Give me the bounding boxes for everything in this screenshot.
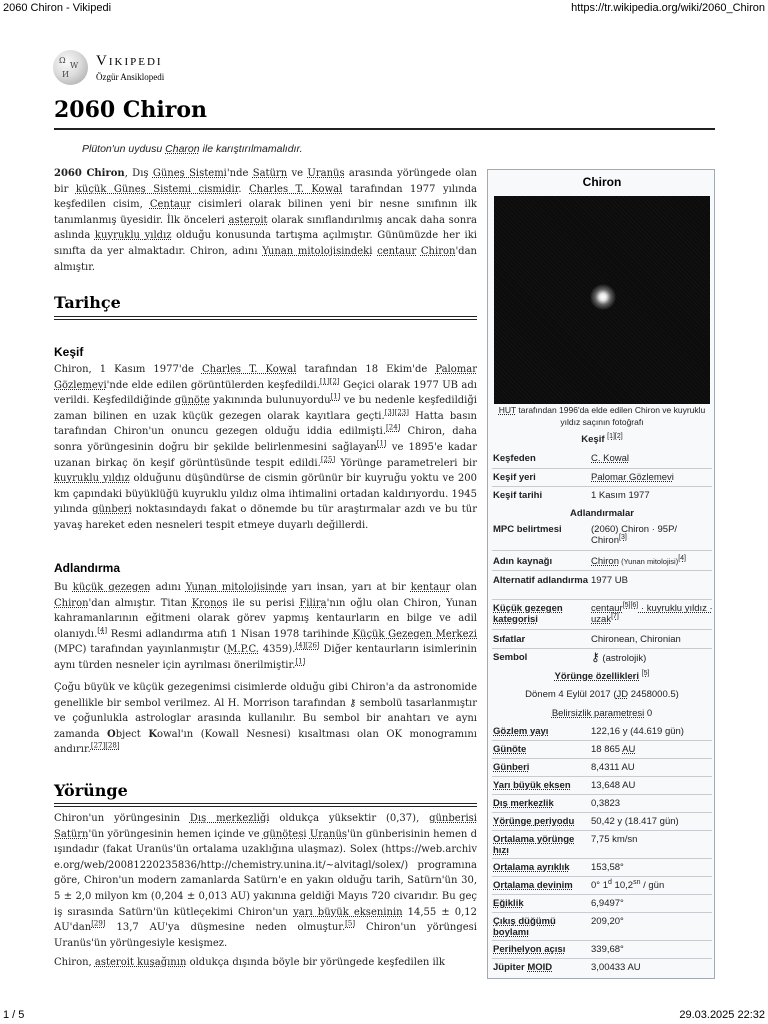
link-charles-kowal-2[interactable]: Charles T. Kowal — [201, 364, 297, 375]
logo-wordmark: Vikipedi — [96, 53, 163, 69]
print-url[interactable]: https://tr.wikipedia.org/wiki/2060_Chiron — [571, 2, 765, 14]
title-divider — [54, 128, 715, 130]
section-heading-tarihce: Tarihçe — [54, 293, 121, 312]
logo-tagline: Özgür Ansiklopedi — [96, 72, 165, 82]
link-gunote[interactable]: günöte — [174, 395, 210, 407]
infobox-caption: HUT tarafından 1996'da elde edilen Chiron ve kuyruklu yıldız saçının fotoğrafı — [498, 405, 706, 427]
section-heading-yorunge: Yörünge — [54, 781, 128, 800]
ref[interactable]: [1] — [376, 439, 387, 448]
link-saturn-2[interactable]: Satürn — [54, 828, 89, 840]
puzzle-globe-icon: Ω W И — [53, 50, 88, 85]
chiron-bright-spot — [590, 284, 616, 310]
link-centaur-myth[interactable]: centaur — [377, 245, 417, 257]
infobox: Chiron HUT tarafından 1996'da elde edilen Chiron ve kuyruklu yıldız saçının fotoğrafı Keşif [1][2] Keşfeden C. Kowal Keşif yeri Palomar Gözlemevi Keşif tarihi 1 Kasım 1977 Adlandırmalar MPC belirtmesi (2060) Chiron · 95P/ Chiron[3] Adın kaynağı Chiron (Yunan mitolojisi)[4] Alternatif adlandırma 1977 UB Küçük gezegen kategorisi centaur[5][6] · kuyruklu yıldız · uzak[7] Sıfatlar Chironean, Chironian Sembol ⚷ (astrolojik) Yörünge özellikleri [5] Dönem 4 Eylül 2017 (JD 2458000.5) Belirsizlik parametresi 0 Gözlem yayı 122,16 y (44.619 gün) Günöte 18 865 AU Günberi 8,4311 AU Yarı büyük eksen 13,648 AU Dış merkezlik 0,3823 Yörünge periyodu 50,42 y (18.417 gün) Ortalama yörünge hızı 7,75 km/sn Ortalama ayrıklık 153,58° Ortalama devinim 0° 1$^d$ $10,2^{sn}$ / gün Eğiklik 6,9497° Çıkış düğümü boylamı 209,20° Perihelyon açısı 339,68° Jüpiter MOID 3,00433 AU — [487, 169, 715, 979]
adlandirma-paragraph-1: Bu küçük gezegen adını Yunan mitolojisinde yarı insan, yarı at bir kentaur olan Chiron'dan almıştır. Titan Kronos ile su perisi Filira'nın oğlu olan Chiron, Yunan kahramanlarının eğitmeni olarak görev yapmış kentaurların en bilge ve adil olanıydı.[4] Resmi adlandırma atıfı 1 Nisan 1978 tarihinde Küçük Gezegen Merkezi (MPC) tarafından yayınlanmıştır (M.P.C. 4359).[4][26] Diğer kentaurların isimlerinin aynı türden nesneler için ayrılması önerilmiştir.[1] — [54, 582, 478, 671]
link-palomar[interactable]: Palomar Gözlemevi — [54, 364, 477, 391]
chiron-symbol-icon: ⚷ — [591, 650, 600, 664]
link-yari-buyuk-eksen[interactable]: yarı büyük ekseninin — [293, 906, 403, 918]
infobox-section-kesif: Keşif [1][2] — [581, 432, 623, 445]
print-footer — [0, 1008, 768, 1024]
ref[interactable]: [24] — [386, 424, 401, 433]
print-tab-title: 2060 Chiron - Vikipedi — [3, 2, 112, 14]
link-gunberi-2[interactable]: günberisi — [429, 813, 478, 824]
link-hut[interactable]: HUT — [498, 405, 517, 415]
section-divider — [54, 803, 477, 807]
infobox-epoch: Dönem 4 Eylül 2017 (JD 2458000.5) — [525, 689, 679, 700]
infobox-section-adlandirmalar: Adlandırmalar — [570, 508, 634, 519]
ref[interactable]: [4][26] — [295, 642, 320, 651]
ref[interactable]: [3][23] — [384, 408, 409, 417]
link-chiron[interactable]: Chiron — [54, 597, 89, 609]
link-kentaur[interactable]: kentaur — [410, 582, 451, 593]
link-gunotesi[interactable]: günötesi — [262, 828, 307, 840]
link-mpc[interactable]: M.P.C. — [227, 644, 259, 656]
intro-paragraph: 2060 Chiron, Dış Güneş Sistemi'nde Satürn ve Uranüs arasında yörüngede olan bir küçük Güneş Sistemi cismidir. Charles T. Kowal tarafından 1977 yılında keşfedilen cisim, Centaur cisimleri olarak bilinen yeni bir nesne sınıfının ilk tanımlanmış üyesidir. İlk önceleri asteroit olarak sınıflandırılmış ancak daha sonra aslında kuyruklu yıldız olduğu konusunda tartışma açılmıştır. Günümüzde her iki sınıfta da yer almaktadır. Chiron, adını Yunan mitolojisindeki centaur Chiron'dan almıştır. — [54, 168, 477, 273]
link-gunes-sistemi[interactable]: Güneş Sistemi — [152, 168, 227, 179]
link-uranus[interactable]: Uranüs — [307, 168, 345, 179]
link-kucuk-gezegen-merkezi[interactable]: Küçük Gezegen Merkezi — [352, 628, 477, 640]
ref[interactable]: [27][28] — [90, 742, 120, 751]
ref[interactable]: [25] — [320, 455, 336, 464]
link-uranus-2[interactable]: Uranüs — [309, 828, 348, 840]
section-divider — [54, 316, 477, 320]
chiron-photo[interactable] — [494, 196, 710, 404]
link-chiron-myth[interactable]: Chiron — [420, 245, 456, 257]
link-charles-kowal[interactable]: Charles T. Kowal — [249, 183, 343, 195]
ref[interactable]: [29] — [91, 919, 106, 928]
ref[interactable]: [4] — [97, 626, 108, 635]
page-counter: 1 / 5 — [3, 1009, 25, 1021]
link-yunan-mitolojisi[interactable]: Yunan mitolojisindeki — [262, 245, 373, 257]
print-header — [0, 0, 768, 18]
ref[interactable]: [5] — [345, 919, 356, 928]
hatnote: Plüton'un uydusu Charon ile karıştırılmamalıdır. — [82, 143, 303, 155]
chiron-symbol-icon: ⚷ — [349, 697, 357, 709]
yorunge-paragraph-2: Chiron, asteroit kuşağının oldukça dışında böyle bir yörüngede keşfedilen ilk — [54, 957, 445, 968]
kesif-paragraph: Chiron, 1 Kasım 1977'de Charles T. Kowal tarafından 18 Ekim'de Palomar Gözlemevi'nde elde edilen görüntülerden keşfedildi.[1][2] Geçici olarak 1977 UB adı verildi. Keşfedildiğinde günöte yakınında bulunuyordu[1] ve bu nedenle keşfedildiği zaman bilinen en uzak küçük gezegen olarak kayıtlara geçti.[3][23] Hatta basın tarafından Chiron'un onuncu gezegen olduğu iddia edilmişti.[24] Chiron, daha sonra yörüngesinin doğru bir şekilde belirlenmesini sağlayan[1] ve 1895'e kadar uzanan birkaç ön keşif görüntüsünde tespit edildi.[25] Yörünge parametreleri bir kuyruklu yıldız olduğunu düşündürse de cismin görünür bir kuyruğu yoktu ve 200 km çapındaki büyüklüğü kuyruklu yıldız olma ihtimalini ortadan kaldırıyordu. 1945 yılında günberi noktasındaydı fakat o dönemde bu tür araştırmalar azdı ve bu tür yavaş hareket eden nesneleri tespit etmeye duyarlı değillerdi. — [54, 364, 478, 531]
link-filira[interactable]: Filira — [299, 597, 327, 609]
yorunge-paragraph-1: Chiron'un yörüngesinin Dış merkezliği oldukça yüksektir (0,37), günberisi Satürn'ün yörüngesinin hemen içinde ve günötesi Uranüs'ün günberisinin hemen dışındadır (fakat Uranüs'ün ortalama uzaklığına ulaşmaz). Solex (https://web.archive.org/web/20081220235836/http://chemistry.unina.it/~alvitagl/solex/) programına göre, Chiron'un modern zamanlarda Satürn'e en yakın olduğu tarih, Satürn'ün 30,5 ± 2,0 milyon km (0,204 ± 0,013 AU) yakınına geldiği Mayıs 720 civarıdır. Bu geçiş sırasında Satürn'ün kütleçekimi Chiron'un yarı büyük ekseninin 14,55 ± 0,12 AU'dan[29] 13,7 AU'ya düşmesine neden olmuştur.[5] Chiron'un yörüngesi Uranüs'ün yörüngesiyle kesişmez. — [54, 813, 478, 949]
charon-link[interactable]: Charon — [165, 143, 200, 155]
page-title: 2060 Chiron — [54, 97, 208, 123]
link-yunan-mitolojisi-2[interactable]: Yunan mitolojisinde — [185, 582, 288, 593]
infobox-title: Chiron — [582, 175, 622, 189]
link-saturn[interactable]: Satürn — [252, 168, 288, 179]
link-dis-merkezlik[interactable]: Dış merkezliği — [189, 813, 270, 824]
adlandirma-paragraph-2: Çoğu büyük ve küçük gezegenimsi cisimlerde olduğu gibi Chiron'a da astronomide genellikle bir sembol verilmez. Al H. Morrison tarafından ⚷ sembolü tasarlanmıştır ve çoğunlukla astrologlar arasında kullanılır. Bu sembol bir anahtarı ve aynı zamanda Object Kowal'ın (Kowall Nesnesi) kısaltması olan OK monogramını andırır.[27][28] — [54, 682, 477, 756]
link-kuyruklu-yildiz-2[interactable]: kuyruklu yıldız — [54, 473, 130, 485]
link-kronos[interactable]: Kronos — [191, 597, 228, 609]
link-asteroit[interactable]: asteroit — [228, 214, 268, 226]
link-kucuk-gezegen[interactable]: küçük gezegen — [72, 582, 151, 593]
infobox-uncertainty: Belirsizlik parametresi 0 — [551, 708, 653, 719]
link-asteroit-kusagi[interactable]: asteroit kuşağının — [94, 957, 187, 968]
ref[interactable]: [1] — [330, 392, 341, 401]
subsection-heading-kesif: Keşif — [54, 345, 84, 359]
infobox-section-yorunge: Yörünge özellikleri [5] — [554, 669, 650, 682]
link-kucuk-gunes-sistemi-cismi[interactable]: küçük Güneş Sistemi cismidir — [75, 183, 239, 195]
ref[interactable]: [1][2] — [319, 377, 340, 386]
link-gunberi[interactable]: günberi — [92, 504, 132, 516]
subsection-heading-adlandirma: Adlandırma — [54, 561, 121, 575]
ref[interactable]: [1] — [295, 657, 306, 666]
print-datetime: 29.03.2025 22:32 — [679, 1009, 765, 1021]
link-centaur[interactable]: Centaur — [149, 199, 192, 211]
link-kuyruklu-yildiz[interactable]: kuyruklu yıldız — [94, 230, 172, 242]
